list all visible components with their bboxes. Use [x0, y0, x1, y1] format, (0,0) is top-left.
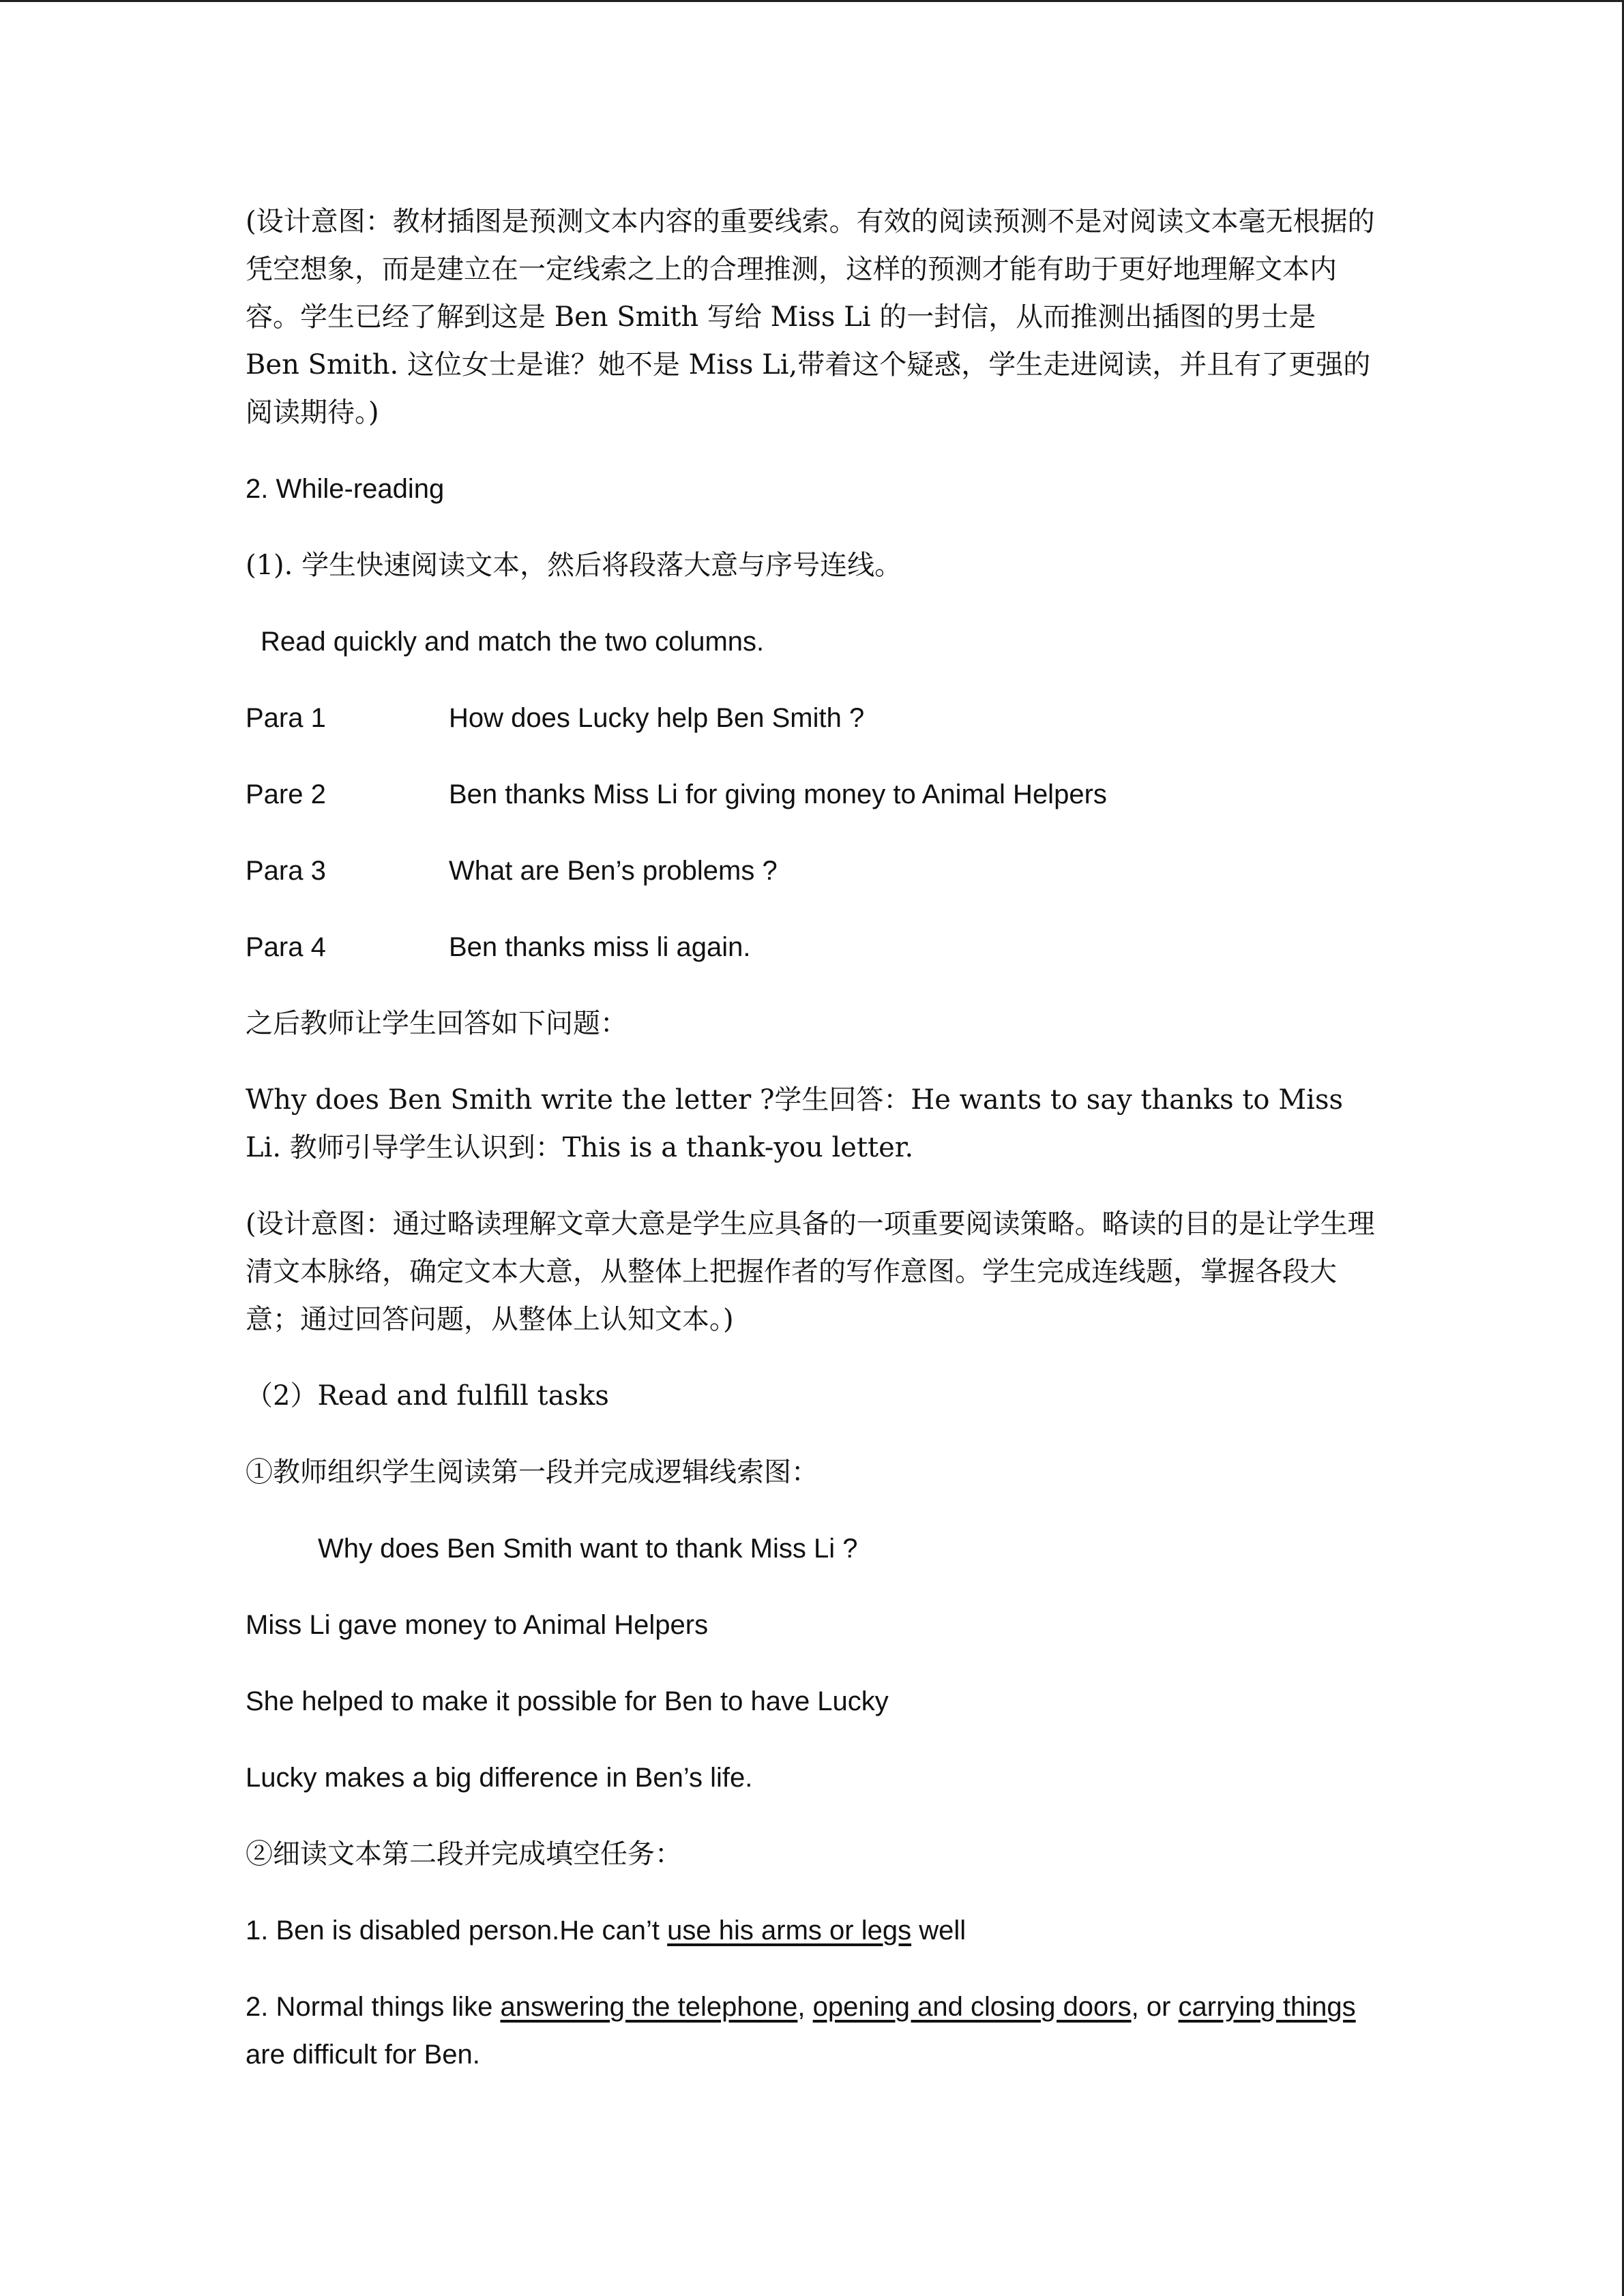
match-row-3 [246, 847, 1378, 895]
page-top-border [0, 0, 1624, 2]
section-heading-while-reading: 2. While-reading [246, 474, 445, 504]
sentence-text: 1. Ben is disabled person.He can’t [246, 1915, 668, 1945]
match-para-description: How does Lucky help Ben Smith ? [449, 703, 865, 733]
match-para-description: What are Ben’s problems ? [449, 856, 778, 886]
task-1-question: Why does Ben Smith want to thank Miss Li ? [318, 1534, 858, 1564]
design-intent-paragraph-1: (设计意图：教材插图是预测文本内容的重要线索。有效的阅读预测不是对阅读文本毫无根据的凭空想象，而是建立在一定线索之上的合理推测，这样的预测才能有助于更好地理解文本内容。学生已经了解到这是 Ben Smith 写给 Miss Li 的一封信，从而推测出插图的男士是 Ben Smith. 这位女士是谁？她不是 Miss Li,带着这个疑惑，学生走进阅读，并且有了更强的阅读期待。) [246, 206, 1375, 428]
document-page [246, 198, 1378, 2107]
match-row-2 [246, 771, 1378, 818]
why-question-paragraph: Why does Ben Smith write the letter ?学生回答：He wants to say thanks to Miss Li. 教师引导学生认识到：This is a thank-you letter. [246, 1084, 1344, 1163]
fill-blank-sentence-1 [246, 1907, 1378, 1954]
step-1-instruction-en: Read quickly and match the two columns. [261, 627, 765, 657]
step-2-heading: （2）Read and fulfill tasks [246, 1380, 609, 1412]
sentence-text: are difficult for Ben. [246, 2040, 480, 2070]
filled-blank: carrying things [1178, 1992, 1356, 2022]
sentence-text: well [911, 1915, 966, 1945]
filled-blank: opening and closing doors [812, 1992, 1132, 2022]
sentence-text: , [797, 1992, 813, 2022]
task-2-instruction: ②细读文本第二段并完成填空任务： [246, 1838, 682, 1870]
filled-blank: answering the telephone [500, 1992, 798, 2022]
sentence-text: , or [1131, 1992, 1179, 2022]
sentence-text: 2. Normal things like [246, 1992, 501, 2022]
step-1-instruction-cn: (1). 学生快速阅读文本，然后将段落大意与序号连线。 [246, 550, 902, 581]
task-1-instruction: ①教师组织学生阅读第一段并完成逻辑线索图： [246, 1457, 818, 1488]
match-row-4 [246, 923, 1378, 971]
match-row-1 [246, 694, 1378, 742]
match-para-label: Para 1 [246, 703, 326, 733]
fill-blank-sentence-2 [246, 1983, 1378, 2078]
follow-up-question-intro: 之后教师让学生回答如下问题： [246, 1008, 628, 1039]
match-para-label: Pare 2 [246, 779, 326, 809]
match-para-description: Ben thanks Miss Li for giving money to Animal Helpers [449, 779, 1107, 809]
logic-chain-item-1: Miss Li gave money to Animal Helpers [246, 1610, 709, 1640]
match-para-description: Ben thanks miss li again. [449, 932, 751, 962]
match-para-label: Para 4 [246, 932, 326, 962]
design-intent-paragraph-2: (设计意图：通过略读理解文章大意是学生应具备的一项重要阅读策略。略读的目的是让学生理清文本脉络，确定文本大意，从整体上把握作者的写作意图。学生完成连线题，掌握各段大意；通过回答问题，从整体上认知文本。) [246, 1208, 1375, 1335]
logic-chain-item-3: Lucky makes a big difference in Ben’s life. [246, 1763, 753, 1793]
match-para-label: Para 3 [246, 856, 326, 886]
logic-chain-item-2: She helped to make it possible for Ben to have Lucky [246, 1686, 889, 1716]
filled-blank: use his arms or legs [667, 1915, 912, 1945]
